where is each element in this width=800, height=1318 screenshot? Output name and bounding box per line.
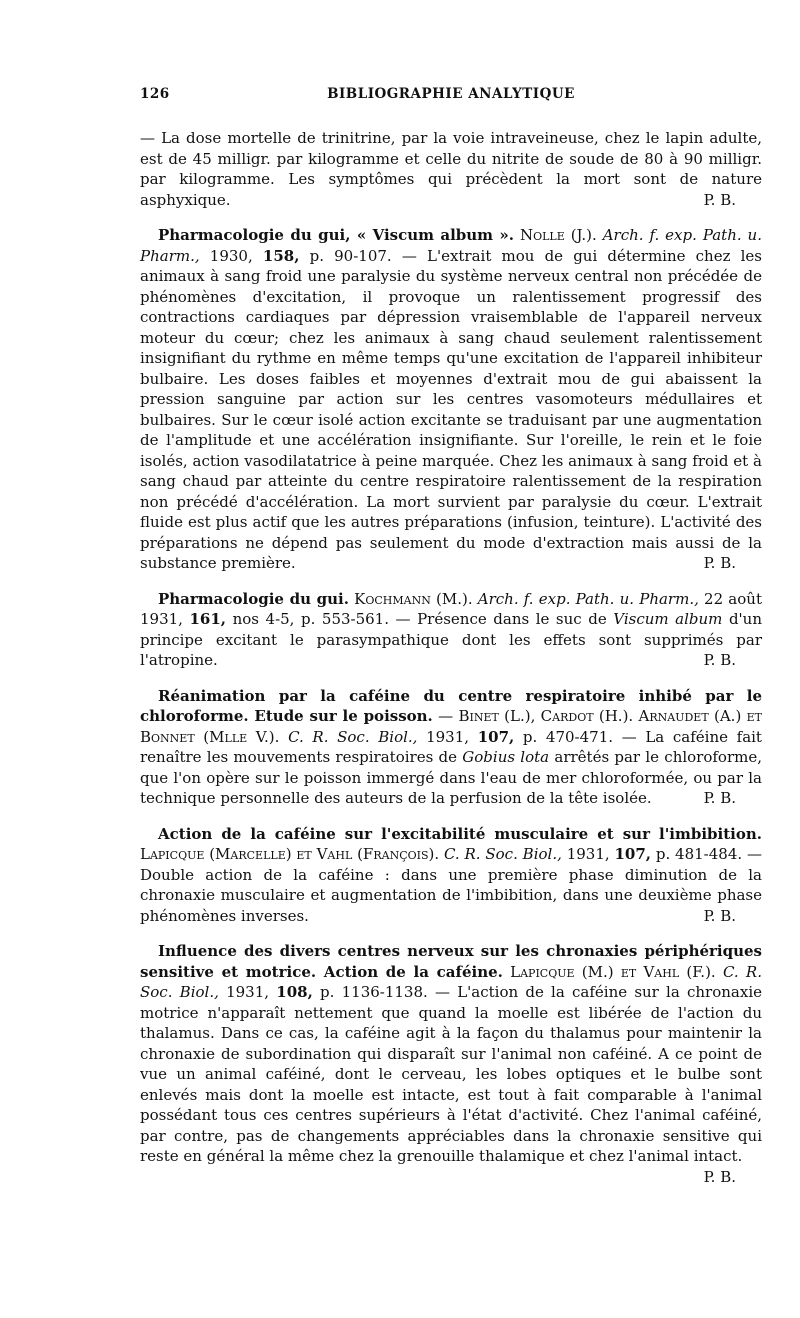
entry-continuation — [140, 128, 762, 210]
entry-cafeine-excitabilite — [140, 824, 762, 927]
entry-signature: P. B. — [703, 906, 736, 925]
entry-volume: 107, — [477, 727, 515, 746]
entry-author: Kochmann (M.). — [354, 589, 473, 608]
entry-journal: Arch. f. exp. Path. u. Pharm., — [140, 226, 762, 265]
running-head — [140, 86, 762, 108]
entry-signature: P. B. — [703, 789, 736, 807]
entry-text: — Double action de la caféine : dans une première phase diminution de la chronaxie musculaire et augmentation de l'imbibition, dans une deuxième phase phénomènes inverses. — [140, 845, 762, 925]
entry-title: Influence des divers centres nerveux sur les chronaxies périphériques sensitive et motrice. Action de la caféine. — [140, 942, 762, 981]
entry-journal: C. R. Soc. Biol., — [443, 845, 562, 863]
entry-date: 1931, — [226, 983, 270, 1001]
entry-signature: P. B. — [703, 554, 736, 572]
entry-volume: 158, — [262, 246, 300, 265]
entry-reanimation-cafeine — [140, 686, 762, 809]
entry-pages: p. 90-107. — [309, 246, 392, 265]
entry-pages: p. 1136-1138. — [320, 983, 428, 1001]
entry-authors: Lapicque (Marcelle) et Vahl (François). — [140, 845, 440, 863]
entry-pages: nos 4-5, p. 553-561. — [232, 610, 389, 628]
entry-gui-kochmann — [140, 589, 762, 671]
running-title: BIBLIOGRAPHIE ANALYTIQUE — [327, 86, 575, 102]
entry-date: 22 août 1931, — [140, 589, 762, 628]
page-number: 126 — [140, 86, 170, 102]
page — [140, 86, 762, 1187]
entry-signature: P. B. — [703, 651, 736, 669]
entry-gui-nolle — [140, 225, 762, 574]
entry-date: 1931, — [426, 727, 470, 746]
entry-volume: 161, — [189, 610, 227, 628]
entry-text-continued: arrêtés par le chloroforme, que l'on opère sur le poisson immergé dans l'eau de mer chloroformée, ou par la technique personnelle des auteurs de la perfusion de la tête isolée. — [140, 748, 763, 807]
entry-text: — Présence dans le suc de — [395, 610, 607, 628]
entry-text: — L'extrait mou de gui détermine chez les animaux à sang froid une paralysie du système nerveux central non précédée de phénomènes d'excitation, il provoque un ralentissement progressif des contractions cardiaques par dépression vraisemblable de l'appareil nerveux moteur du cœur; chez les animaux à sang chaud seulement ralentissement insignifiant du rythme en même temps qu'une excitation de l'appareil inhibiteur bulbaire. Les doses faibles et moyennes d'extrait mou de gui abaissent la pression sanguine par action sur les centres vasomoteurs médullaires et bulbaires. Sur le cœur isolé action excitante se traduisant par une augmentation de l'amplitude et une accélération insignifiante. Sur l'oreille, le rein et le foie isolés, action vasodilatatrice à peine marquée. Chez les animaux à sang froid et à sang chaud par atteinte du centre respiratoire ralentissement de la respiration non précédé d'accélération. La mort survient par paralysie du cœur. L'extrait fluide est plus actif que les autres préparations (infusion, teinture). L'activité des préparations ne dépend pas seulement du mode d'extraction mais aussi de la substance première. — [140, 246, 763, 572]
entry-text-continued: d'un principe excitant le parasympathique dont les effets sont supprimés par l'atropine. — [140, 610, 762, 669]
entry-title: Pharmacologie du gui. — [158, 589, 349, 608]
entry-signature: P. B. — [703, 1167, 736, 1186]
entry-pages: p. 470-471. — [522, 727, 614, 746]
entry-title: Réanimation par la caféine du centre respiratoire inhibé par le chloroforme. Etude sur le poisson. — [140, 686, 762, 725]
entry-species: Viscum album — [613, 610, 723, 628]
entry-authors: Lapicque (M.) et Vahl (F.). — [510, 962, 716, 981]
entry-centres-nerveux-chronaxies — [140, 941, 762, 1187]
entry-date: 1930, — [209, 246, 253, 265]
entry-pages: p. 481-484. — [655, 845, 743, 863]
entry-journal: C. R. Soc. Biol., — [288, 727, 418, 746]
entry-title: Pharmacologie du gui, « Viscum album ». — [158, 226, 515, 244]
entry-journal: Arch. f. exp. Path. u. Pharm., — [477, 589, 699, 608]
entry-species: Gobius lota — [462, 748, 550, 766]
entry-authors: — Binet (L.), Cardot (H.). Arnaudet (A.) et Bonnet (Mlle V.). — [140, 707, 762, 746]
entry-author: Nolle (J.). — [519, 226, 597, 244]
entry-signature: P. B. — [703, 190, 736, 209]
entry-date: 1931, — [566, 845, 610, 863]
entry-text: — La dose mortelle de trinitrine, par la voie intraveineuse, chez le lapin adulte, est de 45 milligr. par kilogramme et celle du nitrite de soude de 80 à 90 milligr. par kilogramme. Les symptômes qui précèdent la mort sont de nature asphyxique. — [140, 129, 762, 209]
entry-text: — La caféine fait renaître les mouvements respiratoires de — [140, 727, 762, 766]
entry-journal: C. R. Soc. Biol., — [140, 962, 762, 1001]
entry-volume: 107, — [614, 845, 652, 863]
entry-text: — L'action de la caféine sur la chronaxie motrice n'apparaît nettement que quand la moelle est libérée de l'action du thalamus. Dans ce cas, la caféine agit à la façon du thalamus pour maintenir la chronaxie de subordination qui disparaît sur l'animal non caféiné. A ce point de vue un animal caféiné, dont le cerveau, les lobes optiques et le bulbe sont enlevés mais dont la moelle est intacte, est tout à fait comparable à l'animal possédant tous ces centres supérieurs à l'état d'activité. Chez l'animal caféiné, par contre, pas de changements appréciables dans la chronaxie sensitive qui reste en général la même chez la grenouille thalamique et chez l'animal intact. — [140, 983, 762, 1165]
entry-volume: 108, — [276, 983, 313, 1001]
entry-title: Action de la caféine sur l'excitabilité musculaire et sur l'imbibition. — [158, 824, 762, 843]
